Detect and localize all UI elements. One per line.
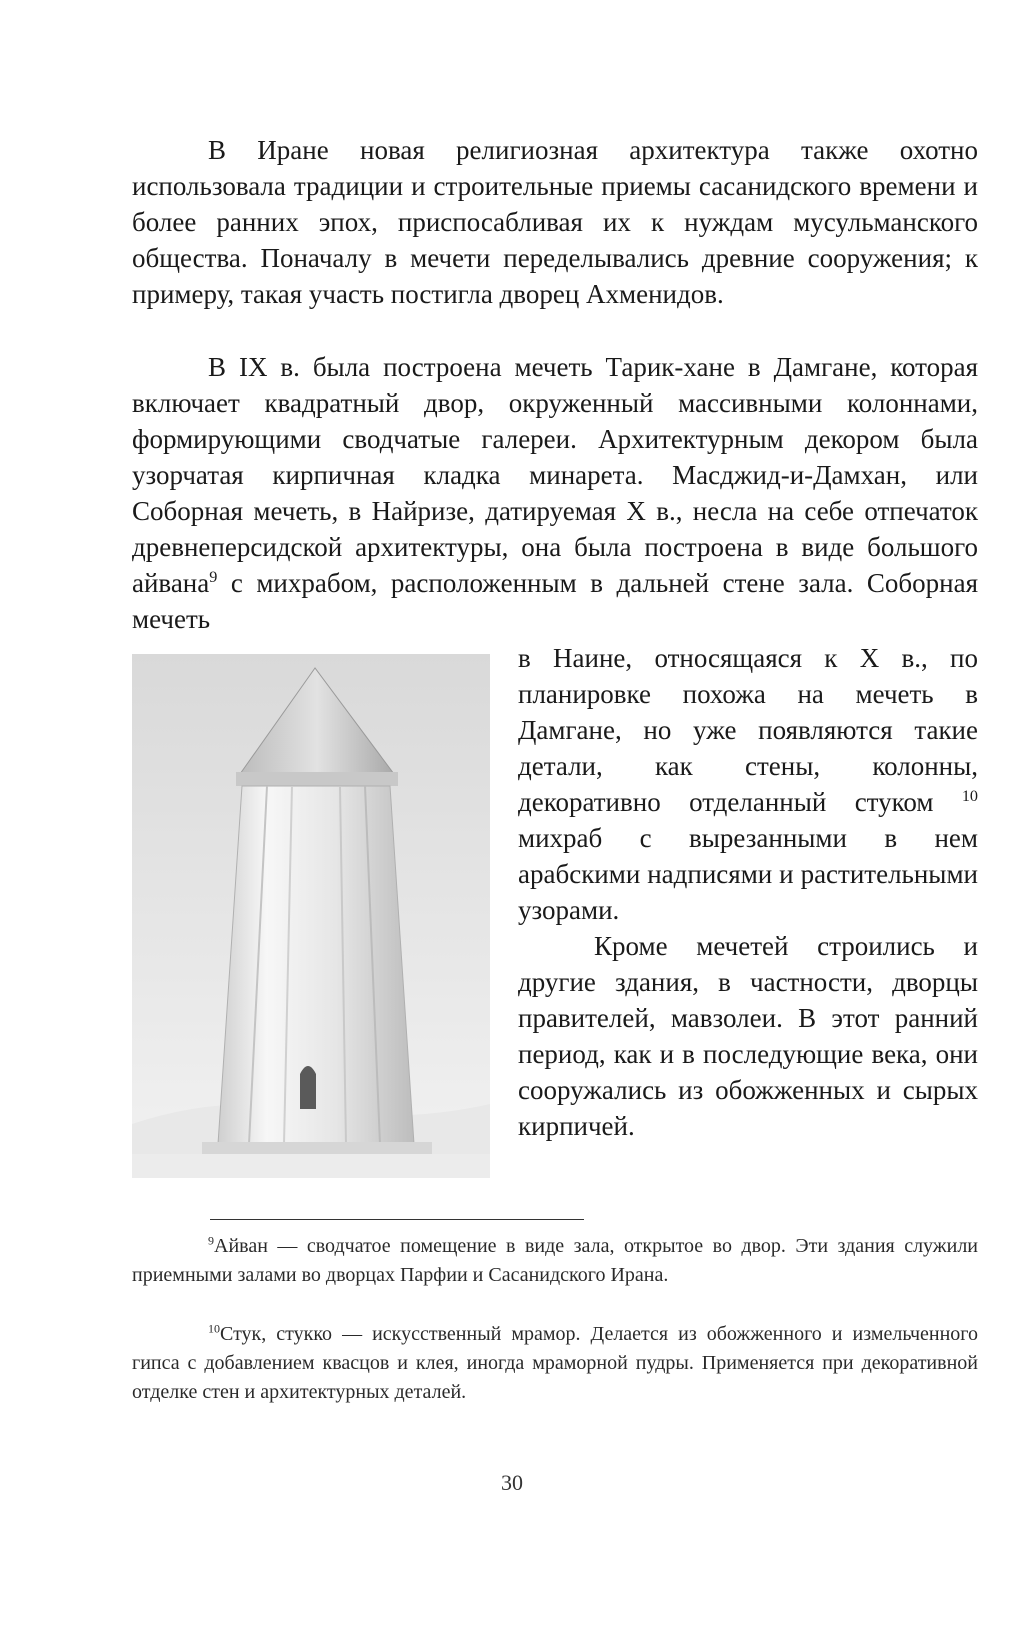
footnote-ref-9: 9 [209, 568, 218, 586]
footnote-9 [132, 1232, 978, 1290]
paragraph-3-text-b: михраб с вырезанными в нем арабскими надписями и растительными узорами. [518, 823, 978, 925]
footnote-9-marker: 9 [208, 1233, 214, 1248]
paragraph-2-text-a: В IX в. была построена мечеть Тарик-хане в Дамгане, которая включает квадратный двор, окруженный массивными колоннами, формирующими сводчатые галереи. Архитектурным декором была узорчатая кирпичная кладка минарета. Масджид-и-Дамхан, или Соборная мечеть, в Найризе, датируемая X в., несла на себе отпечаток древнеперсидской архитектуры, она была построена в виде большого айвана [132, 352, 978, 598]
footnote-10-text: Стук, стукко — искусственный мрамор. Делается из обожженного и измельченного гипса с добавлением квасцов и клея, иногда мраморной пудры. Применяется при декоративной отделке стен и архитектурных деталей. [132, 1323, 978, 1403]
page-number: 30 [501, 1470, 523, 1495]
footnote-10-marker: 10 [208, 1321, 220, 1336]
footnote-ref-10: 10 [961, 787, 979, 805]
paragraph-2-text-b: с михрабом, расположенным в дальней стене зала. Соборная мечеть [132, 568, 978, 634]
paragraph-1: В Иране новая религиозная архитектура также охотно использовала традиции и строительные приемы сасанидского времени и более ранних эпох, приспосабливая их к нуждам мусульманского общества. Поначалу в мечети переделывались древние сооружения; к примеру, такая участь постигла дворец Ахменидов. [132, 135, 978, 309]
tower-photo [132, 654, 490, 1178]
figure-text-block [132, 640, 978, 1180]
paragraph-2 [132, 349, 978, 637]
footnote-9-text: Айван — сводчатое помещение в виде зала, открытое во двор. Эти здания служили приемными залами во дворцах Парфии и Сасанидского Ирана. [132, 1235, 978, 1286]
paragraph-3-text-a: в Наине, относящаяся к X в., по планировке похожа на мечеть в Дамгане, но уже появляются такие детали, как стены, колонны, декоративно отделанный стуком [518, 643, 978, 817]
paragraph-4: Кроме мечетей строились и другие здания, в частности, дворцы правителей, мавзолеи. В этот ранний период, как и в последующие века, они сооружались из обожженных и сырых кирпичей. [518, 931, 978, 1141]
footnote-divider [210, 1219, 584, 1220]
footnote-10 [132, 1320, 978, 1407]
